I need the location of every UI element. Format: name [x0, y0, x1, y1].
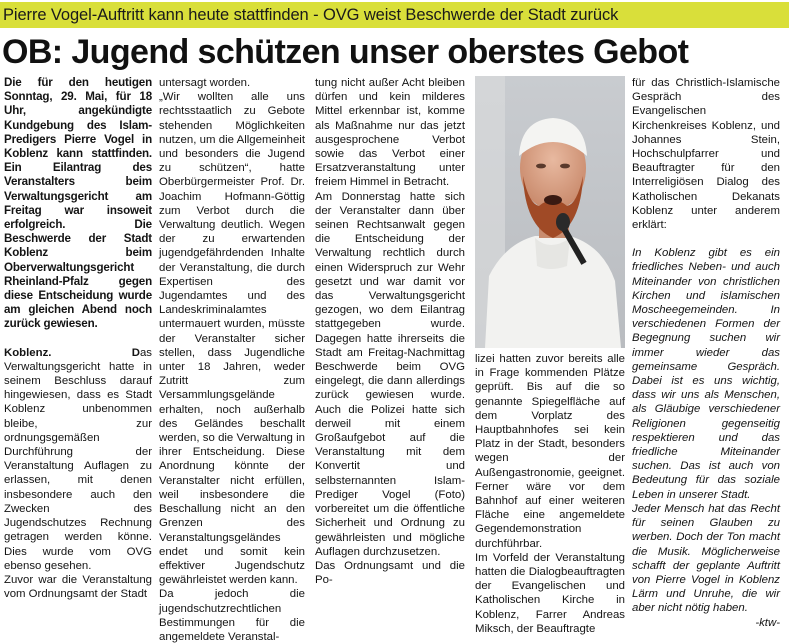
article-quote: In Koblenz gibt es ein friedliches Neben- und auch Miteinander von christlichen Kirchen und islamischen Moscheegemeinden. In verschiedenen Formen der Begegnung suchen wir immer wieder das gemeinsame Gespräch. Dabei ist es uns wichtig, dass wir uns als Menschen, als Gläubige verschiedener Religionen gegenseitig respektieren und das friedliche Miteinander suchen. Das ist auch von Bedeutung für das soziale Leben in unserer Stadt. — [632, 247, 780, 501]
article-text: as Verwaltungsgericht hatte in seinem Beschluss darauf hingewiesen, dass es Stadt Koblenz unbenommen bleibe, zur ordnungsgemäßen Durchführung der Veranstaltung Auflagen zu erlassen, mit denen insbesondere auch den Zwecken des Jugendschutzes Rechnung getragen werden könne. Dies wurde vom OVG ebenso gesehen. — [4, 346, 152, 572]
article-headline: OB: Jugend schützen unser oberstes Gebot — [2, 33, 689, 71]
article-kicker: Pierre Vogel-Auftritt kann heute stattfinden - OVG weist Beschwerde der Stadt zurück — [0, 2, 789, 28]
microphone — [556, 213, 570, 231]
article-column-1 — [4, 76, 152, 601]
article-paragraph: Am Donnerstag hatte sich der Veranstalter dann über seinen Rechtsanwalt gegen die Entscheidung der Verwaltung rechtlich durch einen Widerspruch zur Wehr gesetzt und war damit vor das Verwaltungsgericht gezogen, wo dem Eilantrag stattgegeben wurde. Dagegen hatte ihrerseits die Stadt am Freitag-Nachmittag Beschwerde beim OVG eingelegt, die dann allerdings zurück gewiesen wurde. Auch die Polizei hatte sich derweil mit einem Großaufgebot auf die Veranstaltung mit dem Konvertit und selbsternannten Islam-Prediger Vogel (Foto) vorbereitet um die öffentliche Sicherheit und Ordnung zu gewährleisten und mögliche Auflagen durchzusetzen. — [315, 190, 465, 558]
article-paragraph: untersagt worden. — [159, 77, 251, 89]
article-paragraph — [4, 346, 152, 573]
article-column-3 — [315, 76, 465, 587]
article-column-4 — [475, 352, 625, 635]
article-paragraph: Da jedoch die jugendschutzrechtlichen Bestimmungen für die angemeldete Veranstal- — [159, 588, 305, 643]
article-paragraph: „Wir wollten alle uns rechtsstaatlich zu Gebote stehenden Möglichkeiten nutzen, um die Allgemeinheit und besonders die Jugend zu schützen“, hatte Oberbürgermeister Prof. Dr. Joachim Hofmann-Göttig zum Verbot durch die Verwaltung deutlich. Wegen der zu erwartenden jugendgefährdenden Inhalte der Veranstaltung, die durch Expertisen des Jugendamtes und des Landeskriminalamtes untermauert wurden, müsste der Veranstalter sicher stellen, dass Jugendliche unter 18 Jahren, weder Zutritt zum Versammlungsgelände erhalten, noch außerhalb des Geländes beschallt werden, so die Verwaltung in ihrer Entscheidung. Diese Anordnung könnte der Veranstalter nicht erfüllen, weil insbesondere die Beschallung nicht an den Grenzen des Veranstaltungsgeländes endet und somit kein effektiver Jugendschutz gewährleistet werden kann. — [159, 91, 305, 587]
article-paragraph: Das Ordnungsamt und die Po- — [315, 559, 465, 587]
article-paragraph: Zuvor war die Veranstaltung vom Ordnungsamt der Stadt — [4, 573, 152, 601]
article-paragraph: tung nicht außer Acht bleiben dürfen und kein milderes Mittel erkennbar ist, komme als Maßnahme nur das jetzt ausgesprochene Verbot sowie das Verbot einer Ersatzveranstaltung unter freiem Himmel in Betracht. — [315, 77, 465, 189]
article-paragraph: lizei hatten zuvor bereits alle in Frage kommenden Plätze geprüft. Bis auf die so genannte Spiegelfläche auf dem Vorplatz des Hauptbahnhofes sei kein Platz in der Stadt, besonders wegen der Außengastronomie, geeignet. Ferner wäre vor dem Bahnhof auf einer weiteren Fläche eine angemeldete Gegendemonstration durchführbar. — [475, 353, 625, 550]
article-paragraph: Im Vorfeld der Veranstaltung hatten die Dialogbeauftragten der Evangelischen und Katholischen Kirche in Koblenz, Farrer Andreas Miksch, der Beauftragte — [475, 551, 625, 635]
article-dropin-letter: D — [131, 346, 140, 359]
speaker-photo — [475, 76, 625, 348]
speaker-photo-illustration — [475, 76, 625, 348]
article-dateline: Koblenz. — [4, 346, 52, 359]
article-paragraph: für das Christlich-Islamische Gespräch des Evangelischen Kirchenkreises Koblenz, und Johannes Stein, Hochschulpfarrer und Beauftragter für den Interreligiösen Dialog des Katholischen Dekanats Koblenz unter anderem erklärt: — [632, 77, 780, 232]
article-quote: Jeder Mensch hat das Recht für seinen Glauben zu werben. Doch der Ton macht die Musik. Möglicherweise schafft der geplante Auftritt von Pierre Vogel in Koblenz Lärm und Unruhe, die wir aber nicht nötig haben. — [632, 502, 780, 615]
article-lead: Die für den heutigen Sonntag, 29. Mai, für 18 Uhr, angekündigte Kundgebung des Islam-Predigers Pierre Vogel in Koblenz kann stattfinden. Ein Eilantrag des Veranstalters beim Verwaltungsgericht am Freitag war insoweit erfolgreich. Die Beschwerde der Stadt Koblenz beim Oberverwaltungsgericht Rheinland-Pfalz gegen diese Entscheidung wurde am gleichen Abend noch zurück gewiesen. — [4, 76, 152, 331]
article-column-5 — [632, 76, 780, 629]
article-column-2 — [159, 76, 305, 643]
author-signature: -ktw- — [755, 616, 780, 629]
